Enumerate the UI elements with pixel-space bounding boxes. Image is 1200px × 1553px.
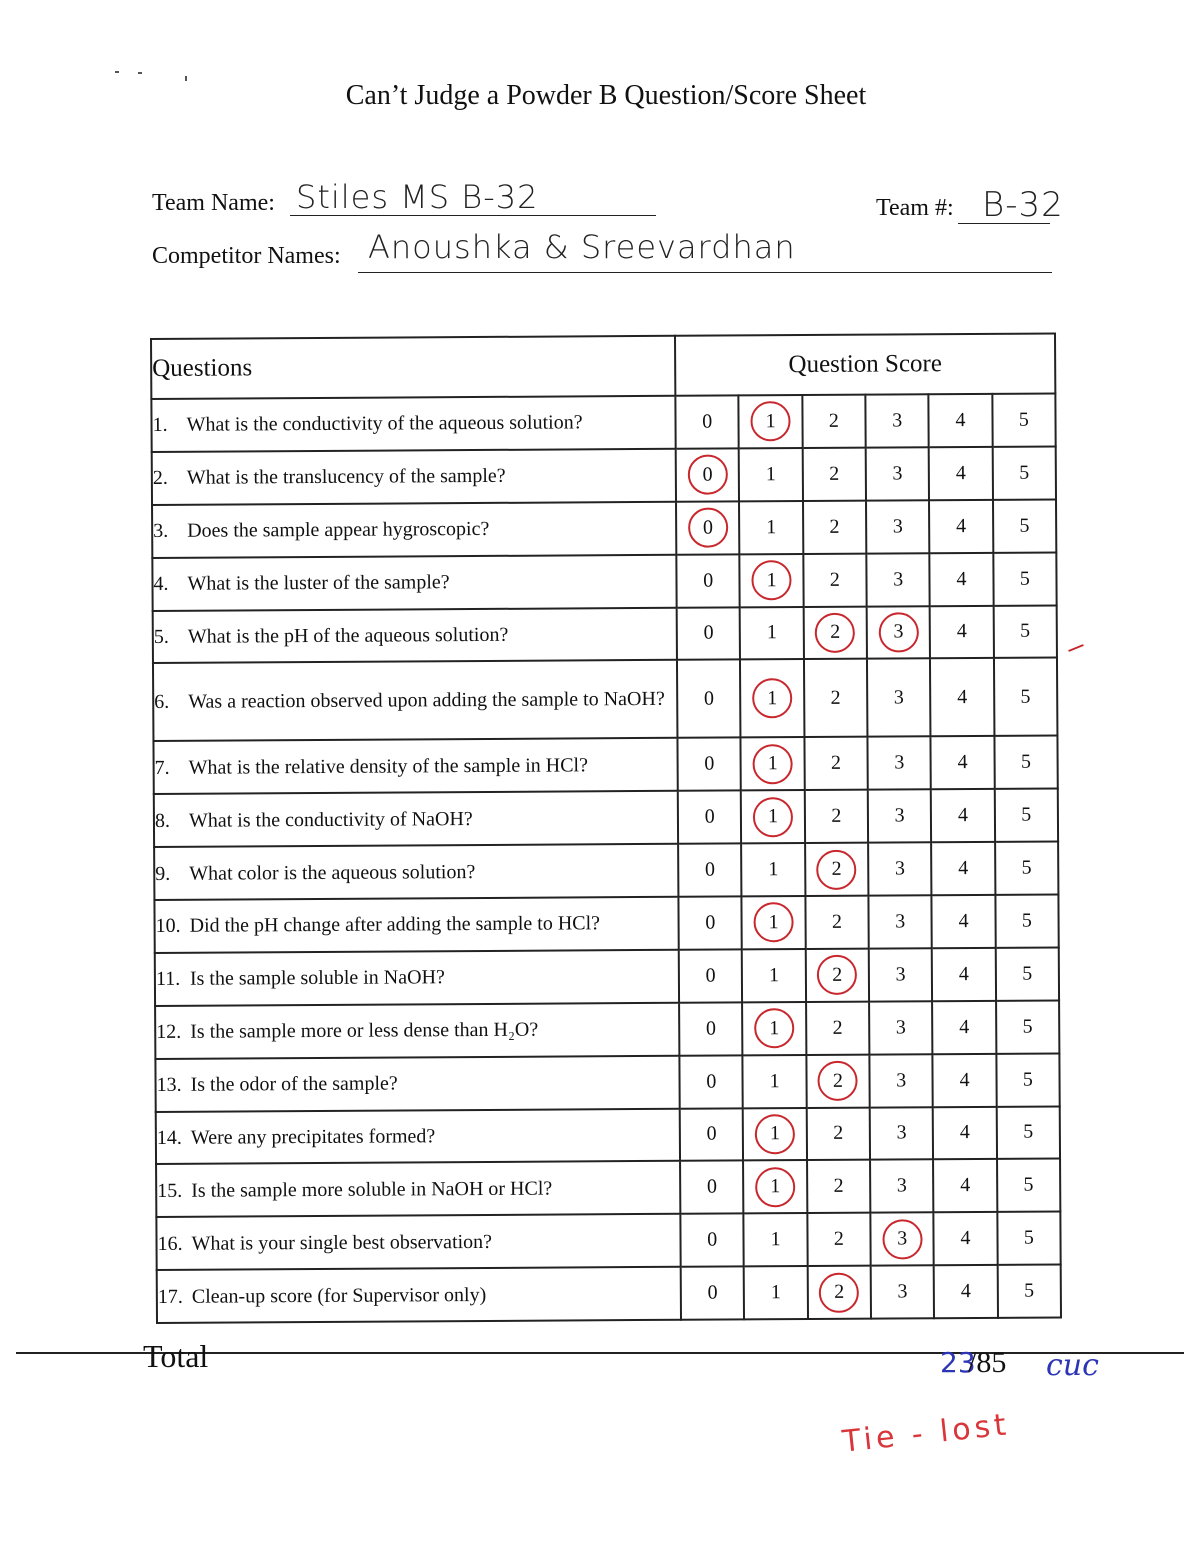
score-option-value: 3 <box>896 1068 907 1092</box>
score-option-value: 5 <box>1024 1279 1035 1302</box>
score-option-value: 2 <box>832 1069 843 1092</box>
question-text: What is the translucency of the sample? <box>186 465 506 490</box>
score-option-value: 0 <box>707 1281 718 1304</box>
score-option-3[interactable] <box>866 447 930 500</box>
score-option-4[interactable] <box>934 1265 998 1318</box>
score-option-value: 3 <box>893 620 904 643</box>
question-text: Is the odor of the sample? <box>190 1072 398 1096</box>
score-option-5[interactable] <box>992 393 1056 446</box>
question-number: 4. <box>153 572 169 596</box>
score-option-1[interactable] <box>743 1108 807 1161</box>
scan-speck <box>115 71 119 73</box>
score-option-1[interactable] <box>740 607 804 660</box>
score-option-value: 3 <box>897 1280 908 1303</box>
score-option-value: 1 <box>768 963 780 987</box>
score-option-value: 4 <box>957 804 968 827</box>
team-name-value[interactable]: Stiles MS B-32 <box>296 178 539 216</box>
score-option-value: 2 <box>831 804 842 828</box>
total-score-max: /85 <box>968 1346 1007 1379</box>
score-option-1[interactable] <box>743 1055 807 1108</box>
question-row <box>155 1053 1059 1111</box>
score-option-value: 4 <box>955 408 966 432</box>
page-title: Can’t Judge a Powder B Question/Score Sheet <box>345 80 867 111</box>
score-option-1[interactable] <box>742 1002 806 1055</box>
question-number: 1. <box>152 414 168 437</box>
score-option-3[interactable] <box>868 895 932 948</box>
question-row <box>153 605 1057 663</box>
score-option-3[interactable] <box>870 1212 934 1265</box>
score-option-value: 5 <box>1023 1121 1034 1144</box>
question-row <box>155 1000 1059 1058</box>
score-option-4[interactable] <box>931 789 995 842</box>
question-text-cell <box>155 950 679 1006</box>
score-option-1[interactable] <box>744 1266 808 1319</box>
question-number: 10. <box>155 915 181 938</box>
question-row <box>152 552 1056 610</box>
score-option-value: 3 <box>896 1174 907 1197</box>
score-option-0[interactable] <box>676 554 740 607</box>
score-option-value: 5 <box>1021 803 1032 826</box>
score-option-value: 1 <box>769 1122 780 1145</box>
question-row <box>154 842 1058 900</box>
score-option-0[interactable] <box>678 738 742 791</box>
score-option-value: 1 <box>768 911 779 934</box>
score-option-3[interactable] <box>867 606 931 659</box>
score-option-value: 1 <box>765 462 776 486</box>
competitor-names-label: Competitor Names: <box>152 243 341 269</box>
question-number: 14. <box>156 1126 182 1149</box>
question-row <box>154 894 1058 952</box>
score-option-value: 5 <box>1020 620 1031 643</box>
score-option-2[interactable] <box>806 1054 870 1107</box>
score-option-value: 1 <box>767 752 778 775</box>
score-option-4[interactable] <box>933 1053 997 1106</box>
question-number: 3. <box>153 520 169 543</box>
score-option-value: 0 <box>702 463 713 486</box>
score-option-1[interactable] <box>741 790 805 843</box>
question-text-cell <box>154 844 678 900</box>
score-option-0[interactable] <box>679 949 743 1002</box>
question-row <box>153 736 1057 794</box>
score-option-5[interactable] <box>997 1159 1061 1212</box>
score-option-value: 5 <box>1022 1068 1033 1091</box>
score-option-4[interactable] <box>930 605 994 658</box>
question-row <box>153 658 1057 742</box>
question-text: Clean-up score (for Supervisor only) <box>191 1283 487 1308</box>
question-text: What is the conductivity of NaOH? <box>188 807 473 832</box>
total-label: Total <box>143 1338 209 1374</box>
score-option-value: 3 <box>895 910 906 933</box>
question-text-cell <box>156 1214 680 1270</box>
score-option-3[interactable] <box>869 1054 933 1107</box>
score-option-0[interactable] <box>679 1002 743 1055</box>
score-option-2[interactable] <box>807 1213 871 1266</box>
score-option-value: 2 <box>832 963 843 986</box>
score-option-value: 3 <box>894 751 905 774</box>
score-option-1[interactable] <box>739 395 803 448</box>
score-option-value: 4 <box>956 514 967 537</box>
score-option-4[interactable] <box>929 394 993 447</box>
scan-speck <box>138 72 142 74</box>
question-text: What color is the aqueous solution? <box>189 860 476 885</box>
score-option-value: 4 <box>957 685 968 708</box>
score-option-0[interactable] <box>678 791 742 844</box>
score-option-value: 1 <box>766 621 777 644</box>
question-number: 5. <box>153 625 169 648</box>
score-option-0[interactable] <box>677 660 741 738</box>
questions-header: Questions <box>151 336 675 399</box>
question-number: 16. <box>157 1232 183 1255</box>
score-option-2[interactable] <box>807 1266 871 1319</box>
score-option-value: 5 <box>1018 408 1029 431</box>
score-option-2[interactable] <box>803 606 867 659</box>
score-option-4[interactable] <box>933 1106 997 1159</box>
score-option-value: 1 <box>768 858 779 881</box>
score-option-value: 0 <box>707 1228 718 1251</box>
question-number: 9. <box>155 862 171 885</box>
question-text: Is the sample more soluble in NaOH or HCl? <box>191 1177 553 1202</box>
score-option-value: 1 <box>765 410 776 433</box>
score-option-value: 0 <box>705 911 716 934</box>
score-option-5[interactable] <box>996 1053 1060 1106</box>
score-option-1[interactable] <box>740 554 804 607</box>
score-option-value: 0 <box>703 569 714 592</box>
score-option-2[interactable] <box>803 553 867 606</box>
score-option-1[interactable] <box>740 659 804 737</box>
question-row <box>154 789 1058 847</box>
score-option-value: 2 <box>833 1227 844 1251</box>
question-text: Is the sample soluble in NaOH? <box>189 966 445 991</box>
question-text: Does the sample appear hygroscopic? <box>187 518 490 542</box>
score-option-value: 3 <box>895 963 906 986</box>
score-option-value: 4 <box>960 1174 971 1197</box>
question-rows <box>151 393 1061 1323</box>
score-option-0[interactable] <box>678 844 742 897</box>
score-option-3[interactable] <box>868 842 932 895</box>
competitor-names-line <box>358 272 1052 273</box>
score-option-value: 0 <box>706 1070 717 1093</box>
score-option-3[interactable] <box>869 948 933 1001</box>
score-option-value: 2 <box>833 1122 844 1145</box>
score-option-value: 3 <box>893 686 904 709</box>
score-option-4[interactable] <box>929 500 993 553</box>
question-row <box>151 393 1055 451</box>
score-option-value: 2 <box>832 1016 843 1039</box>
score-option-value: 4 <box>955 461 966 484</box>
score-option-1[interactable] <box>742 896 806 949</box>
score-option-value: 5 <box>1020 750 1031 774</box>
score-option-2[interactable] <box>804 737 868 790</box>
question-text-cell <box>152 502 676 558</box>
score-option-value: 5 <box>1022 1015 1033 1038</box>
question-text-cell <box>154 897 678 953</box>
score-option-4[interactable] <box>933 1159 997 1212</box>
score-option-4[interactable] <box>932 948 996 1001</box>
question-row <box>155 947 1059 1005</box>
score-option-0[interactable] <box>680 1214 744 1267</box>
grader-initials: cuc <box>1046 1348 1099 1383</box>
score-option-value: 2 <box>830 752 842 775</box>
question-text: What is the pH of the aqueous solution? <box>187 623 509 648</box>
question-number: 12. <box>156 1021 182 1044</box>
score-option-5[interactable] <box>994 658 1058 736</box>
score-option-value: 2 <box>834 1280 845 1303</box>
score-option-5[interactable] <box>993 605 1057 658</box>
question-number: 13. <box>156 1073 182 1097</box>
score-option-value: 1 <box>766 568 777 591</box>
score-option-value: 3 <box>897 1227 908 1250</box>
score-option-2[interactable] <box>807 1160 871 1213</box>
score-option-value: 4 <box>960 1227 971 1250</box>
question-number: 15. <box>157 1179 183 1202</box>
score-option-value: 3 <box>896 1121 907 1144</box>
question-text: Were any precipitates formed? <box>190 1125 436 1149</box>
score-option-value: 3 <box>894 804 905 827</box>
question-row <box>152 499 1056 557</box>
score-option-5[interactable] <box>996 1106 1060 1159</box>
score-option-value: 4 <box>959 1121 970 1144</box>
score-option-value: 0 <box>703 622 714 645</box>
score-option-value: 1 <box>770 1175 781 1198</box>
question-score-header: Question Score <box>675 333 1055 395</box>
score-option-1[interactable] <box>739 501 803 554</box>
score-table <box>150 332 1062 1324</box>
score-option-value: 2 <box>829 462 840 485</box>
score-option-value: 1 <box>766 515 777 538</box>
question-number: 7. <box>154 756 170 779</box>
score-option-value: 3 <box>895 1016 906 1039</box>
question-text: What is the conductivity of the aqueous solution? <box>186 411 583 437</box>
score-option-value: 5 <box>1022 962 1033 985</box>
score-option-3[interactable] <box>867 659 931 737</box>
score-option-5[interactable] <box>993 552 1057 605</box>
score-option-1[interactable] <box>744 1213 808 1266</box>
score-option-value: 2 <box>828 409 839 432</box>
score-option-value: 2 <box>829 568 840 591</box>
score-option-5[interactable] <box>994 736 1058 789</box>
score-option-3[interactable] <box>871 1265 935 1318</box>
score-option-5[interactable] <box>992 446 1056 499</box>
question-text: What is the luster of the sample? <box>187 571 450 595</box>
score-option-3[interactable] <box>870 1160 934 1213</box>
score-option-value: 5 <box>1021 909 1032 932</box>
question-text-cell <box>152 554 676 610</box>
red-tick-mark <box>1068 644 1084 652</box>
score-option-value: 0 <box>705 1017 717 1040</box>
question-row <box>152 446 1056 504</box>
question-number: 17. <box>157 1285 183 1308</box>
score-option-5[interactable] <box>997 1212 1061 1265</box>
score-option-value: 0 <box>702 410 713 433</box>
score-option-4[interactable] <box>934 1212 998 1265</box>
score-option-2[interactable] <box>805 948 869 1001</box>
total-score-value[interactable]: 23 <box>940 1346 976 1379</box>
question-text: What is the relative density of the sample in HCl? <box>188 754 589 779</box>
score-option-value: 4 <box>958 857 969 880</box>
score-option-value: 4 <box>956 620 967 643</box>
score-option-5[interactable] <box>997 1265 1061 1318</box>
score-option-4[interactable] <box>930 552 994 605</box>
score-option-value: 2 <box>833 1175 844 1198</box>
score-option-1[interactable] <box>741 737 805 790</box>
score-option-value: 4 <box>959 1015 970 1038</box>
score-option-3[interactable] <box>869 1001 933 1054</box>
score-option-value: 0 <box>704 805 715 828</box>
score-option-value: 1 <box>769 1069 780 1092</box>
score-option-3[interactable] <box>866 500 930 553</box>
score-option-2[interactable] <box>806 1001 870 1054</box>
score-option-value: 5 <box>1019 514 1030 537</box>
score-option-5[interactable] <box>995 894 1059 947</box>
question-text: What is your single best observation? <box>191 1230 493 1255</box>
score-option-value: 3 <box>893 567 904 591</box>
question-row <box>156 1159 1060 1217</box>
score-option-5[interactable] <box>993 499 1057 552</box>
question-text-cell <box>153 607 677 663</box>
score-option-1[interactable] <box>741 843 805 896</box>
score-option-value: 0 <box>704 858 716 881</box>
score-option-value: 2 <box>831 910 843 933</box>
score-option-2[interactable] <box>806 1107 870 1160</box>
score-option-2[interactable] <box>805 896 869 949</box>
score-option-3[interactable] <box>867 737 931 790</box>
score-option-3[interactable] <box>865 394 929 447</box>
score-option-value: 5 <box>1023 1173 1034 1196</box>
score-option-value: 3 <box>894 857 905 880</box>
question-row <box>156 1106 1060 1164</box>
score-option-value: 5 <box>1019 567 1030 590</box>
question-number: 6. <box>154 691 170 714</box>
question-number: 11. <box>155 968 181 991</box>
score-option-value: 0 <box>706 1175 717 1198</box>
score-option-value: 2 <box>829 515 840 538</box>
score-option-0[interactable] <box>676 448 740 501</box>
score-option-0[interactable] <box>679 1055 743 1108</box>
score-option-value: 2 <box>831 857 842 880</box>
score-option-4[interactable] <box>932 895 996 948</box>
question-text-cell <box>153 660 678 741</box>
tie-note: Tie - lost <box>840 1407 1012 1460</box>
score-option-value: 1 <box>767 687 778 710</box>
score-option-2[interactable] <box>804 659 868 737</box>
question-text: Is the sample more or less dense than H₂O? <box>190 1018 539 1043</box>
score-option-2[interactable] <box>802 395 866 448</box>
question-text-cell <box>152 449 676 505</box>
question-text-cell <box>157 1267 681 1323</box>
score-option-2[interactable] <box>802 448 866 501</box>
score-option-value: 1 <box>770 1281 781 1304</box>
score-option-value: 3 <box>892 409 903 432</box>
team-number-value[interactable]: B-32 <box>982 185 1064 225</box>
competitor-names-value[interactable]: Anoushka & Sreevardhan <box>368 228 796 266</box>
score-option-value: 3 <box>892 462 903 485</box>
score-option-value: 1 <box>767 805 779 828</box>
score-option-3[interactable] <box>866 553 930 606</box>
score-option-value: 1 <box>770 1228 781 1251</box>
score-option-0[interactable] <box>676 501 740 554</box>
score-option-value: 4 <box>958 962 969 985</box>
score-option-4[interactable] <box>931 842 995 895</box>
score-option-4[interactable] <box>932 1001 996 1054</box>
score-option-1[interactable] <box>739 448 803 501</box>
question-text-cell <box>154 791 678 847</box>
team-number-label: Team #: <box>876 195 954 221</box>
score-option-value: 0 <box>703 687 715 710</box>
score-option-5[interactable] <box>995 842 1059 895</box>
score-option-0[interactable] <box>675 395 739 448</box>
score-option-value: 4 <box>960 1280 971 1303</box>
score-option-3[interactable] <box>870 1107 934 1160</box>
score-option-4[interactable] <box>930 658 994 736</box>
question-text-cell <box>153 738 677 794</box>
score-option-2[interactable] <box>803 500 867 553</box>
score-option-5[interactable] <box>994 789 1058 842</box>
score-option-value: 0 <box>702 516 713 539</box>
question-number: 2. <box>152 467 168 490</box>
score-option-value: 5 <box>1019 461 1030 484</box>
score-option-value: 5 <box>1020 685 1031 708</box>
table-header-row <box>151 333 1055 399</box>
score-option-value: 5 <box>1023 1226 1034 1249</box>
score-option-value: 2 <box>830 686 841 709</box>
question-text: Was a reaction observed upon adding the sample to NaOH? <box>188 688 665 714</box>
question-row <box>156 1212 1060 1270</box>
score-option-0[interactable] <box>681 1267 745 1320</box>
team-name-label: Team Name: <box>152 190 275 216</box>
question-text: Did the pH change after adding the sample to HCl? <box>189 912 601 938</box>
score-option-5[interactable] <box>996 1000 1060 1053</box>
question-row <box>157 1265 1061 1323</box>
score-option-value: 2 <box>830 621 841 644</box>
score-option-3[interactable] <box>868 789 932 842</box>
score-option-4[interactable] <box>931 736 995 789</box>
score-option-0[interactable] <box>680 1108 744 1161</box>
score-option-value: 4 <box>956 567 967 590</box>
score-option-2[interactable] <box>804 790 868 843</box>
question-text-cell <box>155 1055 679 1111</box>
score-option-1[interactable] <box>743 1160 807 1213</box>
score-option-value: 4 <box>957 751 968 774</box>
score-option-value: 1 <box>769 1016 780 1039</box>
score-option-value: 0 <box>706 1122 717 1146</box>
question-text-cell <box>155 1003 679 1059</box>
score-option-value: 0 <box>705 964 716 987</box>
score-option-4[interactable] <box>929 447 993 500</box>
score-option-5[interactable] <box>995 947 1059 1000</box>
question-text-cell <box>156 1108 680 1164</box>
score-option-2[interactable] <box>805 843 869 896</box>
score-option-1[interactable] <box>742 949 806 1002</box>
score-option-0[interactable] <box>679 896 743 949</box>
score-option-value: 3 <box>892 515 903 538</box>
score-option-value: 4 <box>959 1068 970 1091</box>
question-text-cell <box>156 1161 680 1217</box>
score-option-0[interactable] <box>680 1161 744 1214</box>
score-option-value: 5 <box>1021 856 1032 879</box>
score-option-value: 0 <box>704 752 715 775</box>
question-text-cell <box>151 396 675 452</box>
score-option-value: 4 <box>958 909 969 933</box>
question-number: 8. <box>154 809 171 832</box>
score-option-0[interactable] <box>677 607 741 660</box>
